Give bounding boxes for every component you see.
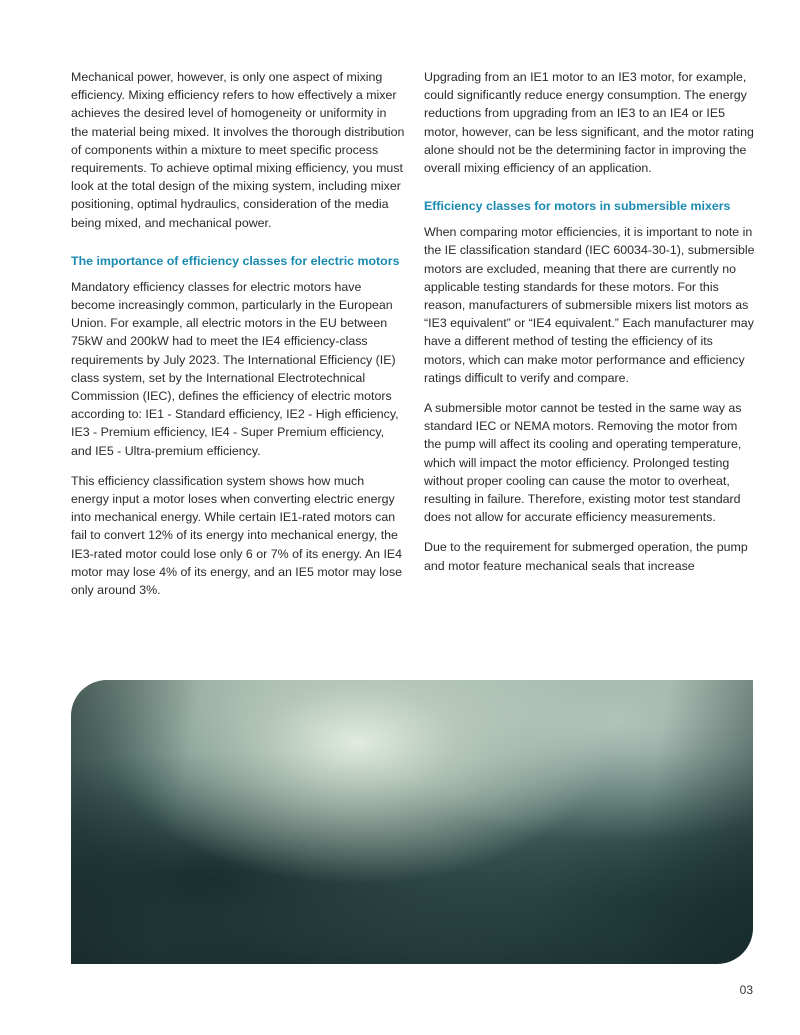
heading-efficiency-classes: The importance of efficiency classes for electric motors xyxy=(71,253,400,268)
paragraph-upgrading-motors: Upgrading from an IE1 motor to an IE3 motor, for example, could significantly reduce energy consumption. The energy reductions from upgrading from an IE3 to an IE4 or IE5 motor, however, can be less significant, and the motor rating alone should not be the determining factor in improving the overall mixing efficiency of an application. xyxy=(424,70,754,176)
paragraph-mechanical-seals: Due to the requirement for submerged operation, the pump and motor feature mechanical seals that increase xyxy=(424,540,748,573)
heading-submersible-mixers: Efficiency classes for motors in submersible mixers xyxy=(424,199,731,214)
right-column xyxy=(424,68,756,587)
paragraph-submersible-testing: A submersible motor cannot be tested in the same way as standard IEC or NEMA motors. Removing the motor from the pump will affect its cooling and operating temperature, which will impact the motor efficiency. Prolonged testing without proper cooling can cause the motor to overheat, resulting in failure. Therefore, existing motor test standard does not allow for accurate efficiency measurements. xyxy=(424,401,742,525)
paragraph-classification-system: This efficiency classification system shows how much energy input a motor loses when converting electric energy into mechanical energy. While certain IE1-rated motors can fail to convert 12% of its energy into mechanical energy, the IE3-rated motor could lose only 6 or 7% of its energy. An IE4 motor may lose 4% of its energy, and an IE5 motor may lose only around 3%. xyxy=(71,473,403,598)
underwater-mixer-photo xyxy=(71,680,753,964)
photo-vignette xyxy=(71,680,753,964)
paragraph-mandatory-classes: Mandatory efficiency classes for electric motors have become increasingly common, particularly in the European Union. For example, all electric motors in the EU between 75kW and 200kW had to meet the IE4 efficiency-class requirements by July 2023. The International Efficiency (IE) class system, set by the International Electrotechnical Commission (IEC), defines the efficiency of electric motors according to: IE1 - Standard efficiency, IE2 - High efficiency, IE3 - Premium efficiency, IE4 - Super Premium efficiency, and IE5 - Ultra-premium efficiency. xyxy=(71,279,399,458)
paragraph-mixing-efficiency: Mechanical power, however, is only one aspect of mixing efficiency. Mixing efficiency refers to how effectively a mixer achieves the desired level of homogeneity or uniformity in the material being mixed. It involves the thorough distribution of components within a mixture to meet specific process requirements. To achieve optimal mixing efficiency, you must look at the total design of the mixing system, including mixer positioning, optimal hydraulics, consideration of the media being mixed, and mechanical power. xyxy=(71,70,405,230)
page-number: 03 xyxy=(739,983,753,997)
left-column xyxy=(71,68,405,611)
paragraph-comparing-efficiencies: When comparing motor efficiencies, it is important to note in the IE classification standard (IEC 60034-30-1), submersible motors are excluded, meaning that there are currently no applicable testing standards for these motors. For this reason, manufacturers of submersible mixers list motors as “IE3 equivalent” or “IE4 equivalent.” Each manufacturer may have a different method of testing the efficiency of its motors, which can make motor performance and efficiency ratings difficult to verify and compare. xyxy=(424,225,755,385)
